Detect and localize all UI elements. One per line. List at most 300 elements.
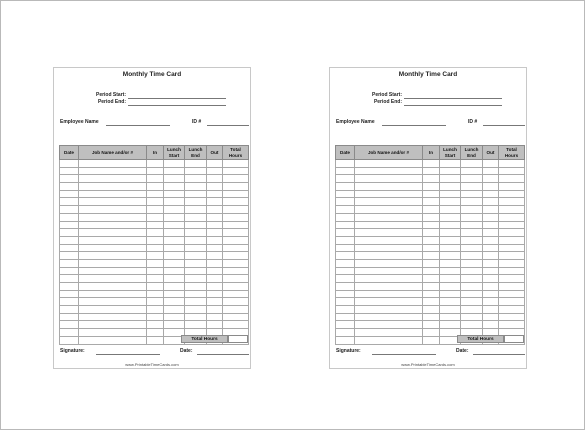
table-cell[interactable] [499,198,525,206]
table-cell[interactable] [461,252,483,260]
table-cell[interactable] [355,221,423,229]
table-cell[interactable] [164,229,185,237]
table-cell[interactable] [207,321,223,329]
table-cell[interactable] [440,321,461,329]
table-cell[interactable] [60,167,79,175]
table-cell[interactable] [336,321,355,329]
table-cell[interactable] [483,221,499,229]
table-cell[interactable] [147,283,164,291]
table-cell[interactable] [336,267,355,275]
table-cell[interactable] [185,190,207,198]
table-cell[interactable] [79,167,147,175]
table-cell[interactable] [223,244,249,252]
table-cell[interactable] [483,206,499,214]
table-cell[interactable] [423,313,440,321]
table-cell[interactable] [60,206,79,214]
table-cell[interactable] [461,259,483,267]
table-cell[interactable] [207,167,223,175]
table-cell[interactable] [336,306,355,314]
table-cell[interactable] [147,306,164,314]
table-cell[interactable] [336,206,355,214]
table-cell[interactable] [355,283,423,291]
table-cell[interactable] [336,213,355,221]
table-cell[interactable] [483,252,499,260]
table-cell[interactable] [355,313,423,321]
table-cell[interactable] [60,252,79,260]
table-cell[interactable] [207,290,223,298]
table-cell[interactable] [164,306,185,314]
table-cell[interactable] [440,206,461,214]
table-cell[interactable] [336,160,355,168]
table-cell[interactable] [355,167,423,175]
table-cell[interactable] [223,167,249,175]
table-cell[interactable] [336,290,355,298]
table-cell[interactable] [423,290,440,298]
table-cell[interactable] [79,321,147,329]
table-cell[interactable] [355,267,423,275]
table-cell[interactable] [499,167,525,175]
table-cell[interactable] [207,175,223,183]
table-cell[interactable] [185,259,207,267]
table-cell[interactable] [461,175,483,183]
table-cell[interactable] [499,190,525,198]
table-cell[interactable] [336,167,355,175]
table-cell[interactable] [499,206,525,214]
table-cell[interactable] [440,298,461,306]
table-cell[interactable] [223,321,249,329]
table-cell[interactable] [223,290,249,298]
table-cell[interactable] [423,244,440,252]
table-cell[interactable] [499,183,525,191]
table-cell[interactable] [355,298,423,306]
table-cell[interactable] [164,206,185,214]
table-cell[interactable] [423,175,440,183]
table-cell[interactable] [60,290,79,298]
table-cell[interactable] [440,190,461,198]
table-cell[interactable] [499,290,525,298]
table-cell[interactable] [147,221,164,229]
table-cell[interactable] [461,306,483,314]
period-end-field[interactable] [404,105,502,106]
table-cell[interactable] [461,313,483,321]
table-cell[interactable] [336,252,355,260]
table-cell[interactable] [185,275,207,283]
table-cell[interactable] [336,259,355,267]
table-cell[interactable] [440,175,461,183]
table-cell[interactable] [223,190,249,198]
table-cell[interactable] [185,321,207,329]
table-cell[interactable] [499,267,525,275]
table-cell[interactable] [60,175,79,183]
table-cell[interactable] [440,229,461,237]
table-cell[interactable] [423,267,440,275]
table-cell[interactable] [423,321,440,329]
table-cell[interactable] [185,206,207,214]
table-cell[interactable] [79,267,147,275]
table-cell[interactable] [336,283,355,291]
table-cell[interactable] [164,175,185,183]
table-cell[interactable] [355,198,423,206]
table-cell[interactable] [60,283,79,291]
table-cell[interactable] [60,267,79,275]
table-cell[interactable] [185,298,207,306]
table-cell[interactable] [79,229,147,237]
id-field[interactable] [483,125,525,126]
table-cell[interactable] [483,283,499,291]
table-cell[interactable] [147,183,164,191]
table-cell[interactable] [185,290,207,298]
table-cell[interactable] [207,267,223,275]
table-cell[interactable] [461,321,483,329]
table-cell[interactable] [185,213,207,221]
table-cell[interactable] [60,321,79,329]
table-cell[interactable] [483,236,499,244]
table-cell[interactable] [147,321,164,329]
table-cell[interactable] [440,198,461,206]
table-cell[interactable] [185,198,207,206]
table-cell[interactable] [423,275,440,283]
table-cell[interactable] [147,167,164,175]
table-cell[interactable] [483,259,499,267]
table-cell[interactable] [79,183,147,191]
table-cell[interactable] [499,313,525,321]
table-cell[interactable] [207,283,223,291]
table-cell[interactable] [147,160,164,168]
table-cell[interactable] [440,183,461,191]
table-cell[interactable] [499,275,525,283]
table-cell[interactable] [147,198,164,206]
table-cell[interactable] [499,321,525,329]
table-cell[interactable] [423,190,440,198]
table-cell[interactable] [79,206,147,214]
table-cell[interactable] [483,267,499,275]
table-cell[interactable] [79,283,147,291]
id-field[interactable] [207,125,249,126]
table-cell[interactable] [79,244,147,252]
table-cell[interactable] [60,244,79,252]
table-cell[interactable] [461,275,483,283]
table-cell[interactable] [499,252,525,260]
table-cell[interactable] [185,167,207,175]
table-cell[interactable] [355,259,423,267]
table-cell[interactable] [207,213,223,221]
table-cell[interactable] [461,183,483,191]
table-cell[interactable] [223,306,249,314]
table-cell[interactable] [223,275,249,283]
table-cell[interactable] [185,160,207,168]
table-cell[interactable] [147,206,164,214]
table-cell[interactable] [223,313,249,321]
employee-name-field[interactable] [382,125,446,126]
table-cell[interactable] [223,229,249,237]
table-cell[interactable] [355,160,423,168]
table-cell[interactable] [423,283,440,291]
table-cell[interactable] [185,306,207,314]
table-cell[interactable] [355,190,423,198]
table-cell[interactable] [60,198,79,206]
table-cell[interactable] [207,236,223,244]
table-cell[interactable] [79,290,147,298]
table-cell[interactable] [60,236,79,244]
table-cell[interactable] [336,244,355,252]
date-field[interactable] [473,354,525,355]
table-cell[interactable] [60,213,79,221]
table-cell[interactable] [164,244,185,252]
table-cell[interactable] [423,229,440,237]
table-cell[interactable] [185,221,207,229]
table-cell[interactable] [60,229,79,237]
table-cell[interactable] [461,290,483,298]
table-cell[interactable] [461,213,483,221]
table-cell[interactable] [79,198,147,206]
table-cell[interactable] [60,313,79,321]
table-cell[interactable] [164,213,185,221]
table-cell[interactable] [461,244,483,252]
table-cell[interactable] [223,221,249,229]
table-cell[interactable] [223,267,249,275]
table-cell[interactable] [461,298,483,306]
table-cell[interactable] [440,259,461,267]
table-cell[interactable] [440,221,461,229]
table-cell[interactable] [164,160,185,168]
table-cell[interactable] [355,321,423,329]
table-cell[interactable] [499,160,525,168]
table-cell[interactable] [164,313,185,321]
period-end-field[interactable] [128,105,226,106]
table-cell[interactable] [483,321,499,329]
table-cell[interactable] [147,267,164,275]
table-cell[interactable] [223,252,249,260]
table-cell[interactable] [147,213,164,221]
table-cell[interactable] [79,298,147,306]
table-cell[interactable] [223,236,249,244]
table-cell[interactable] [483,313,499,321]
table-cell[interactable] [336,229,355,237]
table-cell[interactable] [336,298,355,306]
table-cell[interactable] [499,259,525,267]
table-cell[interactable] [185,313,207,321]
table-cell[interactable] [461,283,483,291]
table-cell[interactable] [499,244,525,252]
table-cell[interactable] [461,160,483,168]
date-field[interactable] [197,354,249,355]
table-cell[interactable] [164,221,185,229]
table-cell[interactable] [499,175,525,183]
table-cell[interactable] [79,306,147,314]
table-cell[interactable] [423,236,440,244]
table-cell[interactable] [440,167,461,175]
table-cell[interactable] [440,244,461,252]
table-cell[interactable] [79,175,147,183]
table-cell[interactable] [423,206,440,214]
table-cell[interactable] [60,190,79,198]
table-cell[interactable] [164,236,185,244]
table-cell[interactable] [185,252,207,260]
table-cell[interactable] [483,244,499,252]
table-cell[interactable] [336,190,355,198]
table-cell[interactable] [423,259,440,267]
table-cell[interactable] [147,290,164,298]
table-cell[interactable] [60,160,79,168]
table-cell[interactable] [355,236,423,244]
table-cell[interactable] [461,198,483,206]
table-cell[interactable] [355,290,423,298]
table-cell[interactable] [499,306,525,314]
table-cell[interactable] [147,190,164,198]
table-cell[interactable] [60,298,79,306]
table-cell[interactable] [207,252,223,260]
table-cell[interactable] [207,198,223,206]
table-cell[interactable] [461,229,483,237]
table-cell[interactable] [499,298,525,306]
table-cell[interactable] [185,267,207,275]
table-cell[interactable] [60,221,79,229]
table-cell[interactable] [355,275,423,283]
table-cell[interactable] [207,190,223,198]
table-cell[interactable] [164,190,185,198]
table-cell[interactable] [499,236,525,244]
table-cell[interactable] [499,221,525,229]
table-cell[interactable] [223,283,249,291]
table-cell[interactable] [207,313,223,321]
table-cell[interactable] [461,206,483,214]
table-cell[interactable] [185,236,207,244]
table-cell[interactable] [207,275,223,283]
table-cell[interactable] [147,298,164,306]
table-cell[interactable] [461,236,483,244]
table-cell[interactable] [499,283,525,291]
table-cell[interactable] [207,221,223,229]
table-cell[interactable] [483,183,499,191]
table-cell[interactable] [483,275,499,283]
table-cell[interactable] [147,252,164,260]
total-hours-field[interactable] [228,335,248,343]
table-cell[interactable] [423,183,440,191]
table-cell[interactable] [164,259,185,267]
table-cell[interactable] [164,290,185,298]
table-cell[interactable] [147,313,164,321]
table-cell[interactable] [423,160,440,168]
table-cell[interactable] [147,175,164,183]
table-cell[interactable] [440,160,461,168]
table-cell[interactable] [164,167,185,175]
table-cell[interactable] [207,244,223,252]
table-cell[interactable] [440,283,461,291]
table-cell[interactable] [164,183,185,191]
table-cell[interactable] [185,229,207,237]
table-cell[interactable] [355,306,423,314]
table-cell[interactable] [79,190,147,198]
table-cell[interactable] [147,259,164,267]
table-cell[interactable] [355,229,423,237]
table-cell[interactable] [164,275,185,283]
signature-field[interactable] [372,354,436,355]
table-cell[interactable] [79,213,147,221]
table-cell[interactable] [147,244,164,252]
table-cell[interactable] [355,206,423,214]
table-cell[interactable] [207,306,223,314]
table-cell[interactable] [440,213,461,221]
table-cell[interactable] [185,175,207,183]
table-cell[interactable] [164,267,185,275]
table-cell[interactable] [336,221,355,229]
table-cell[interactable] [223,213,249,221]
table-cell[interactable] [440,236,461,244]
table-cell[interactable] [164,283,185,291]
table-cell[interactable] [185,244,207,252]
table-cell[interactable] [223,198,249,206]
table-cell[interactable] [60,259,79,267]
table-cell[interactable] [207,160,223,168]
table-cell[interactable] [483,229,499,237]
table-cell[interactable] [207,229,223,237]
employee-name-field[interactable] [106,125,170,126]
table-cell[interactable] [79,160,147,168]
table-cell[interactable] [223,298,249,306]
table-cell[interactable] [336,198,355,206]
table-cell[interactable] [336,183,355,191]
table-cell[interactable] [499,229,525,237]
table-cell[interactable] [461,190,483,198]
table-cell[interactable] [79,252,147,260]
table-cell[interactable] [60,183,79,191]
table-cell[interactable] [164,298,185,306]
table-cell[interactable] [440,313,461,321]
table-cell[interactable] [164,198,185,206]
table-cell[interactable] [223,175,249,183]
table-cell[interactable] [223,206,249,214]
table-cell[interactable] [164,252,185,260]
table-cell[interactable] [79,313,147,321]
table-cell[interactable] [207,206,223,214]
table-cell[interactable] [423,221,440,229]
table-cell[interactable] [483,290,499,298]
table-cell[interactable] [336,175,355,183]
table-cell[interactable] [483,213,499,221]
table-cell[interactable] [355,252,423,260]
total-hours-field[interactable] [504,335,524,343]
signature-field[interactable] [96,354,160,355]
table-cell[interactable] [185,283,207,291]
table-cell[interactable] [483,190,499,198]
table-cell[interactable] [483,160,499,168]
table-cell[interactable] [423,213,440,221]
table-cell[interactable] [355,244,423,252]
table-cell[interactable] [440,290,461,298]
table-cell[interactable] [461,167,483,175]
table-cell[interactable] [423,306,440,314]
table-cell[interactable] [336,275,355,283]
table-cell[interactable] [336,236,355,244]
table-cell[interactable] [185,183,207,191]
table-cell[interactable] [355,213,423,221]
table-cell[interactable] [423,167,440,175]
table-cell[interactable] [79,221,147,229]
table-cell[interactable] [79,259,147,267]
table-cell[interactable] [355,183,423,191]
table-cell[interactable] [207,259,223,267]
table-cell[interactable] [483,298,499,306]
table-cell[interactable] [60,306,79,314]
table-cell[interactable] [440,275,461,283]
table-cell[interactable] [440,252,461,260]
table-cell[interactable] [483,306,499,314]
table-cell[interactable] [461,267,483,275]
table-cell[interactable] [60,275,79,283]
table-cell[interactable] [147,229,164,237]
table-cell[interactable] [79,275,147,283]
table-cell[interactable] [223,183,249,191]
